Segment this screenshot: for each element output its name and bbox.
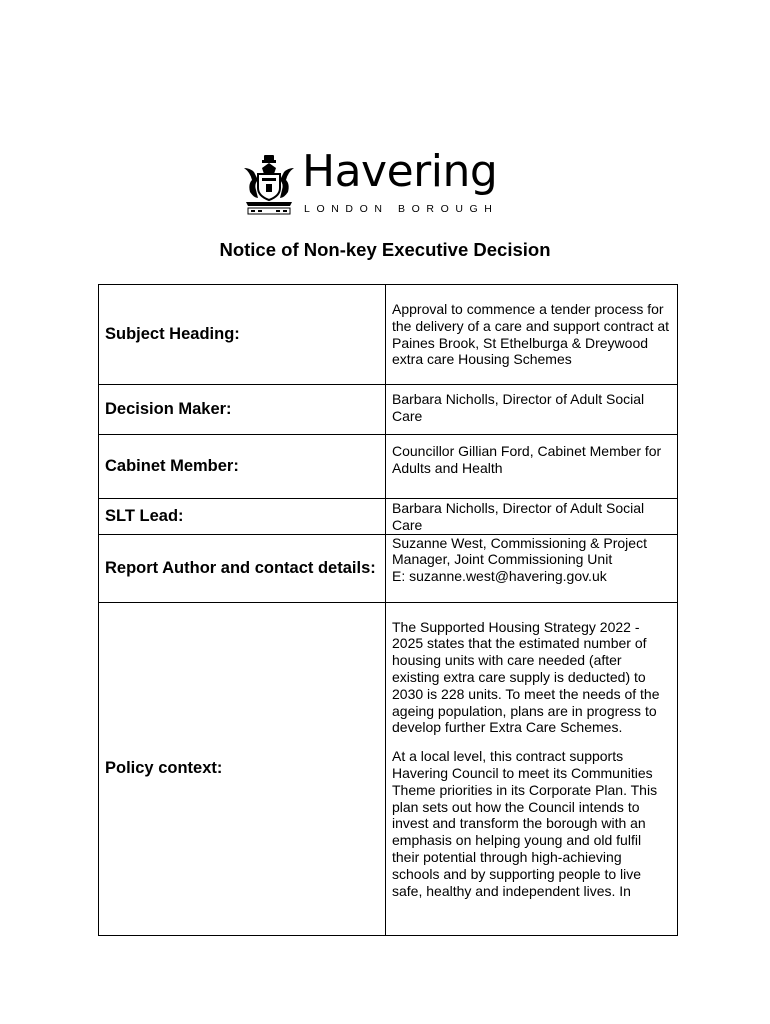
table-row-slt-lead <box>99 499 678 535</box>
coat-of-arms-icon <box>240 154 298 216</box>
author-name: Suzanne West, Commissioning & Project Manager, Joint Commissioning Unit <box>392 534 647 568</box>
row-label: Policy context: <box>99 602 386 935</box>
decision-table <box>98 284 678 936</box>
table-row-decision-maker <box>99 385 678 435</box>
row-value <box>386 602 678 935</box>
page-title: Notice of Non-key Executive Decision <box>219 239 551 260</box>
row-label: SLT Lead: <box>99 499 386 535</box>
row-label: Subject Heading: <box>99 285 386 385</box>
table-row-policy-context <box>99 602 678 935</box>
row-value <box>386 534 678 602</box>
row-value: Councillor Gillian Ford, Cabinet Member for Adults and Health <box>386 435 678 499</box>
havering-logo <box>240 146 530 220</box>
logo-wordmark: Havering <box>302 146 498 197</box>
table-row-subject <box>99 285 678 385</box>
author-email: E: suzanne.west@havering.gov.uk <box>392 568 607 585</box>
row-value: Approval to commence a tender process for the delivery of a care and support contract at Paines Brook, St Ethelburga & Dreywood extra care Housing Schemes <box>386 285 678 385</box>
policy-paragraph: At a local level, this contract supports Havering Council to meet its Communities Theme priorities in its Corporate Plan. This plan sets out how the Council intends to invest and transform the borough with an emphasis on helping young and old fulfil their potential through high-achieving schools and by supporting people to live safe, healthy and independent lives. In <box>392 748 658 899</box>
row-value: Barbara Nicholls, Director of Adult Social Care <box>386 499 678 535</box>
row-label: Cabinet Member: <box>99 435 386 499</box>
table-row-cabinet-member <box>99 435 678 499</box>
row-label: Decision Maker: <box>99 385 386 435</box>
table-row-report-author <box>99 534 678 602</box>
row-value: Barbara Nicholls, Director of Adult Social Care <box>386 385 678 435</box>
policy-paragraph: The Supported Housing Strategy 2022 - 2025 states that the estimated number of housing units with care needed (after existing extra care supply is deducted) to 2030 is 228 units. To meet the needs of the ageing population, plans are in progress to develop further Extra Care Schemes. <box>392 618 660 736</box>
row-label: Report Author and contact details: <box>99 534 386 602</box>
logo-subtitle: LONDON BOROUGH <box>304 203 499 215</box>
